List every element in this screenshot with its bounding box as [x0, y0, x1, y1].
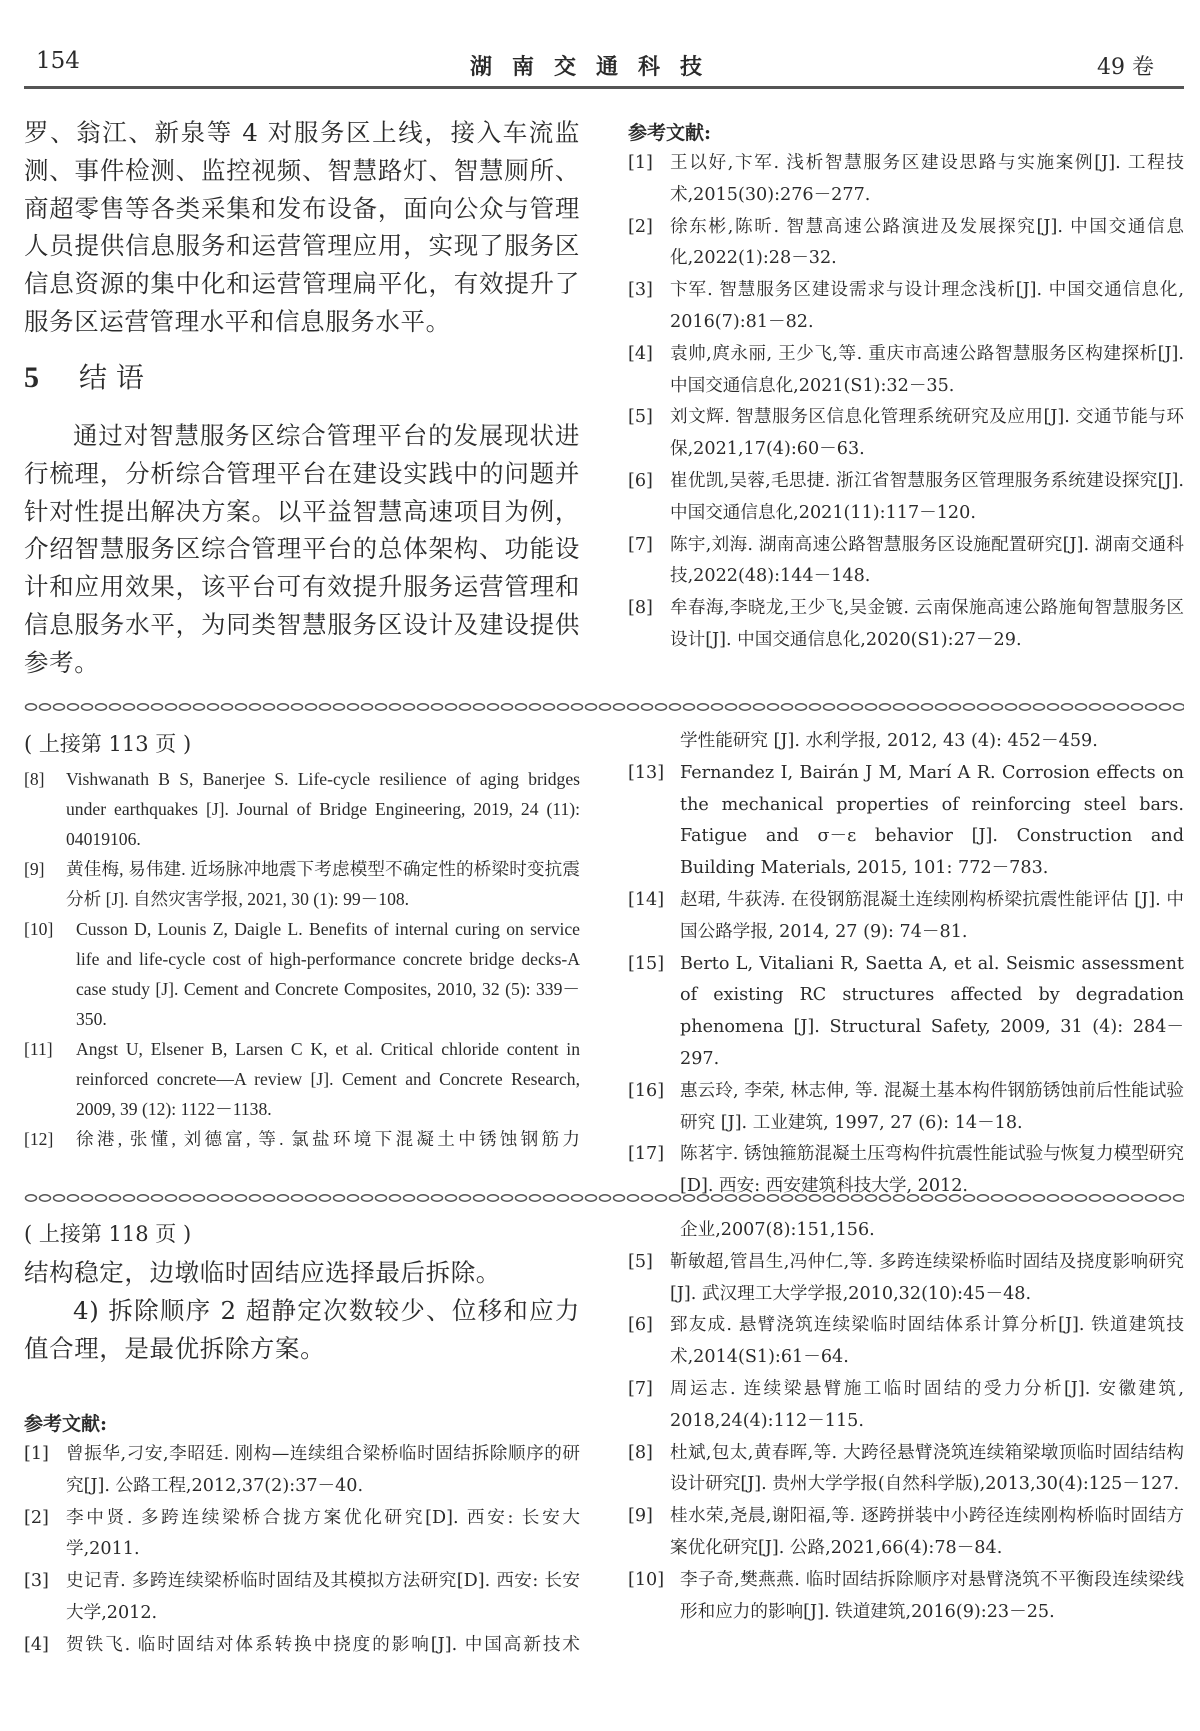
reference-number: [7] [628, 1378, 653, 1399]
reference-number: [10] [628, 1569, 665, 1590]
reference-item [628, 885, 1184, 949]
reference-list-right [628, 726, 1184, 1203]
references-title: 参考文献: [24, 1413, 108, 1435]
page-number: 154 [36, 48, 80, 74]
references-title: 参考文献: [628, 122, 712, 144]
reference-number: [16] [628, 1080, 665, 1101]
reference-number: [3] [628, 280, 653, 301]
reference-item [628, 466, 1184, 530]
reference-text: 杜斌,包太,黄春晖,等. 大跨径悬臂浇筑连续箱梁墩顶临时固结结构设计研究[J]. 贵州大学学报(自然科学版),2013,30(4):125－127. [670, 1442, 1184, 1495]
reference-list-right [628, 1215, 1184, 1628]
reference-item [628, 1501, 1184, 1565]
reference-item [628, 1139, 1184, 1203]
section-heading [24, 356, 580, 396]
reference-text: 李子奇,樊燕燕. 临时固结拆除顺序对悬臂浇筑不平衡段连续梁线形和应力的影响[J]. 铁道建筑,2016(9):23－25. [680, 1569, 1184, 1622]
reference-list-left [24, 764, 580, 1154]
reference-text: 赵珺, 牛荻涛. 在役钢筋混凝土连续刚构桥梁抗震性能评估 [J]. 中国公路学报, 2014, 27 (9): 74－81. [680, 889, 1184, 942]
reference-item [628, 339, 1184, 403]
reference-item [24, 1503, 580, 1567]
reference-item [24, 1034, 580, 1124]
reference-item [24, 1124, 580, 1154]
reference-text: Angst U, Elsener B, Larsen C K, et al. Critical chloride content in reinforced concrete—A review [J]. Cement and Concrete Research, 2009, 39 (12): 1122－1138. [76, 1039, 580, 1119]
reference-text: 企业,2007(8):151,156. [680, 1220, 875, 1240]
reference-text: 王以好,卞军. 浅析智慧服务区建设思路与实施案例[J]. 工程技术,2015(30):276－277. [670, 153, 1184, 205]
reference-number: [2] [24, 1507, 49, 1528]
reference-text: 曾振华,刁安,李昭廷. 刚构—连续组合梁桥临时固结拆除顺序的研究[J]. 公路工程,2012,37(2):37－40. [66, 1444, 580, 1496]
reference-text: 史记青. 多跨连续梁桥临时固结及其模拟方法研究[D]. 西安: 长安大学,2012. [66, 1571, 580, 1623]
reference-item [628, 758, 1184, 885]
reference-number: [5] [628, 1251, 653, 1272]
reference-number: [9] [24, 859, 45, 879]
reference-text: 桂水荣,尧晨,谢阳福,等. 逐跨拼装中小跨径连续刚构桥临时固结方案优化研究[J]. 公路,2021,66(4):78－84. [670, 1506, 1184, 1558]
reference-item [628, 1247, 1184, 1311]
reference-number: [2] [628, 216, 653, 237]
reference-item [24, 1439, 580, 1503]
reference-continuation [628, 726, 1184, 758]
reference-text: 徐东彬,陈昕. 智慧高速公路演进及发展探究[J]. 中国交通信息化,2022(1):28－32. [670, 216, 1184, 269]
reference-number: [8] [24, 769, 45, 789]
reference-item [24, 764, 580, 854]
reference-number: [17] [628, 1144, 665, 1165]
reference-number: [15] [628, 953, 665, 974]
reference-number: [8] [628, 598, 653, 619]
continued-from-label: ( 上接第 118 页 ) [24, 1222, 192, 1246]
section-number: 5 [24, 361, 39, 394]
reference-item [628, 530, 1184, 594]
reference-item [628, 148, 1184, 212]
reference-item [24, 854, 580, 914]
reference-text: 靳敏超,管昌生,冯仲仁,等. 多跨连续梁桥临时固结及挠度影响研究[J]. 武汉理工大学学报,2010,32(10):45－48. [670, 1251, 1184, 1304]
reference-text: Fernandez I, Bairán J M, Marí A R. Corrosion effects on the mechanical properties of reinforcing steel bars. Fatigue and σ－ε behavior [J]. Construction and Building Materials, 2015, 101: 772－783. [680, 762, 1184, 879]
reference-text: 学性能研究 [J]. 水利学报, 2012, 43 (4): 452－459. [680, 731, 1098, 751]
reference-text: 徐港, 张懂, 刘德富, 等. 氯盐环境下混凝土中锈蚀钢筋力 [76, 1129, 580, 1149]
reference-item [628, 949, 1184, 1076]
reference-item [24, 914, 580, 1034]
reference-text: 陈宇,刘海. 湖南高速公路智慧服务区设施配置研究[J]. 湖南交通科技,2022(48):144－148. [670, 534, 1184, 587]
reference-continuation [628, 1215, 1184, 1247]
reference-number: [14] [628, 889, 665, 910]
reference-text: Cusson D, Lounis Z, Daigle L. Benefits of internal curing on service life and life-cycle cost of high-performance concrete bridge decks-A case study [J]. Cement and Concrete Composites, 2010, 32 (5): 339－350. [76, 919, 580, 1029]
reference-text: 袁帅,庹永丽, 王少飞,等. 重庆市高速公路智慧服务区构建探析[J]. 中国交通信息化,2021(S1):32－35. [670, 343, 1184, 396]
reference-number: [5] [628, 407, 653, 428]
reference-number: [10] [24, 919, 54, 939]
reference-item [628, 1310, 1184, 1374]
reference-number: [11] [24, 1039, 53, 1059]
reference-number: [1] [24, 1444, 49, 1464]
chain-separator [24, 701, 1184, 713]
reference-text: 黄佳梅, 易伟建. 近场脉冲地震下考虑模型不确定性的桥梁时变抗震分析 [J]. 自然灾害学报, 2021, 30 (1): 99－108. [66, 859, 580, 909]
reference-list-left [24, 1439, 580, 1662]
continued-from-label: ( 上接第 113 页 ) [24, 732, 192, 756]
reference-number: [1] [628, 153, 653, 173]
body-paragraph: 4) 拆除顺序 2 超静定次数较少、位移和应力值合理，是最优拆除方案。 [24, 1296, 580, 1363]
body-line: 结构稳定，边墩临时固结应选择最后拆除。 [24, 1258, 501, 1287]
reference-text: 刘文辉. 智慧服务区信息化管理系统研究及应用[J]. 交通节能与环保,2021,17(4):60－63. [670, 407, 1184, 460]
reference-number: [6] [628, 1315, 653, 1336]
reference-number: [6] [628, 470, 653, 491]
reference-text: 李中贤. 多跨连续梁桥合拢方案优化研究[D]. 西安: 长安大学,2011. [66, 1507, 580, 1560]
reference-text: 惠云玲, 李荣, 林志伸, 等. 混凝土基本构件钢筋锈蚀前后性能试验研究 [J]. 工业建筑, 1997, 27 (6): 14－18. [680, 1080, 1184, 1133]
reference-number: [12] [24, 1129, 54, 1149]
reference-text: 周运志. 连续梁悬臂施工临时固结的受力分析[J]. 安徽建筑, 2018,24(4):112－115. [670, 1378, 1184, 1431]
section-title: 结 语 [79, 361, 144, 394]
reference-item [24, 1630, 580, 1662]
reference-item [628, 1565, 1184, 1629]
reference-number: [4] [628, 343, 653, 364]
reference-item [628, 1374, 1184, 1438]
reference-item [628, 212, 1184, 276]
conclusion-paragraph: 通过对智慧服务区综合管理平台的发展现状进行梳理，分析综合管理平台在建设实践中的问题并针对性提出解决方案。以平益智慧高速项目为例，介绍智慧服务区综合管理平台的总体架构、功能设计和应用效果，该平台可有效提升服务运营管理和信息服务水平，为同类智慧服务区设计及建设提供参考。 [24, 421, 580, 677]
reference-item [628, 1438, 1184, 1502]
reference-number: [13] [628, 762, 665, 783]
reference-text: 牟春海,李晓龙,王少飞,吴金镀. 云南保施高速公路施甸智慧服务区设计[J]. 中国交通信息化,2020(S1):27－29. [670, 598, 1184, 650]
reference-item [628, 593, 1184, 657]
reference-list [628, 148, 1184, 657]
reference-number: [9] [628, 1506, 653, 1527]
reference-text: 郅友成. 悬臂浇筑连续梁临时固结体系计算分析[J]. 铁道建筑技术,2014(S1):61－64. [670, 1315, 1184, 1368]
reference-text: Vishwanath B S, Banerjee S. Life-cycle resilience of aging bridges under earthquakes [J]. Journal of Bridge Engineering, 2019, 24 (11): 04019106. [66, 769, 580, 849]
reference-text: 崔优凯,吴蓉,毛思捷. 浙江省智慧服务区管理服务系统建设探究[J]. 中国交通信息化,2021(11):117－120. [670, 470, 1184, 523]
reference-item [628, 402, 1184, 466]
reference-text: 贺铁飞. 临时固结对体系转换中挠度的影响[J]. 中国高新技术 [66, 1634, 580, 1655]
reference-number: [8] [628, 1442, 653, 1463]
reference-number: [4] [24, 1634, 49, 1655]
journal-title: 湖南交通科技 [470, 54, 723, 80]
header-rule [24, 86, 1184, 89]
reference-number: [3] [24, 1571, 49, 1592]
reference-text: 陈茗宇. 锈蚀箍筋混凝土压弯构件抗震性能试验与恢复力模型研究 [D]. 西安: 西安建筑科技大学, 2012. [680, 1144, 1184, 1197]
body-paragraph-top: 罗、翁江、新泉等 4 对服务区上线，接入车流监测、事件检测、监控视频、智慧路灯、智慧厕所、商超零售等各类采集和发布设备，面向公众与管理人员提供信息服务和运营管理应用，实现了服务区信息资源的集中化和运营管理扁平化，有效提升了服务区运营管理水平和信息服务水平。 [24, 118, 580, 336]
reference-text: Berto L, Vitaliani R, Saetta A, et al. Seismic assessment of existing RC structures affected by degradation phenomena [J]. Structural Safety, 2009, 31 (4): 284－297. [680, 953, 1184, 1069]
reference-text: 卞军. 智慧服务区建设需求与设计理念浅析[J]. 中国交通信息化, 2016(7):81－82. [670, 280, 1184, 332]
reference-item [24, 1566, 580, 1630]
reference-item [628, 275, 1184, 339]
reference-number: [7] [628, 534, 653, 555]
reference-item [628, 1076, 1184, 1140]
volume-label: 49 卷 [1097, 55, 1154, 80]
